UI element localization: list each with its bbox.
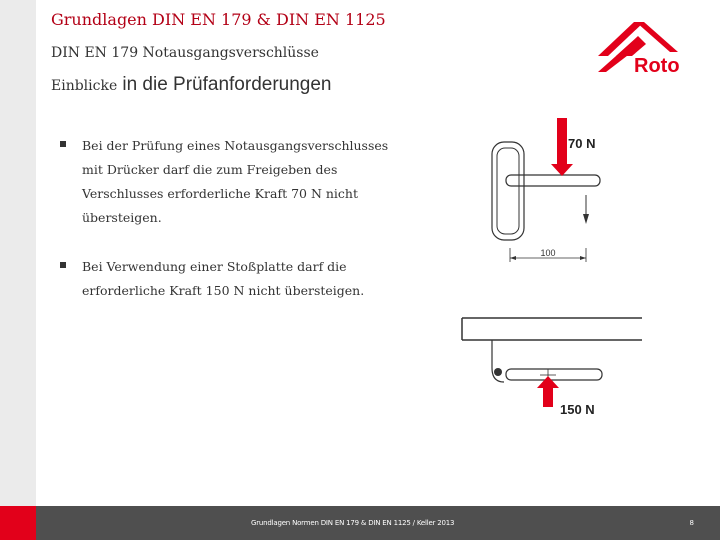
footer-text: Grundlagen Normen DIN EN 179 & DIN EN 1125 / Keller 2013: [251, 519, 455, 527]
deflection-arrowhead: [583, 214, 589, 224]
lever-arm: [506, 175, 600, 186]
section-title: in die Prüfanforderungen: [122, 74, 332, 95]
section-prefix: Einblicke: [51, 78, 118, 94]
force-arrow-150-shaft: [543, 387, 553, 407]
page-number: 8: [689, 519, 694, 527]
dimension-label: 100: [540, 248, 556, 258]
handle-rosette-inner: [497, 148, 519, 234]
push-bar-pivot: [494, 368, 502, 376]
push-bar-diagram: [462, 318, 642, 407]
slide-subtitle: DIN EN 179 Notausgangsverschlüsse: [51, 45, 319, 61]
bullet-text-2: Bei Verwendung einer Stoßplatte darf die erforderliche Kraft 150 N nicht übersteigen.: [82, 259, 365, 298]
force-label-70: 70 N: [568, 136, 596, 151]
force-arrow-70-head: [551, 164, 573, 176]
logo-text: Roto: [634, 55, 680, 76]
force-arrow-70-shaft: [557, 118, 567, 166]
force-arrow-150-head: [537, 376, 559, 388]
force-label-150: 150 N: [560, 402, 595, 417]
bullet-text-1: Bei der Prüfung eines Notausgangsverschlusses mit Drücker darf die zum Freigeben des Verschlusses erforderliche Kraft 70 N nicht übersteigen.: [82, 138, 389, 225]
push-bar: [506, 369, 602, 380]
slide-title: Grundlagen DIN EN 179 & DIN EN 1125: [51, 10, 386, 29]
